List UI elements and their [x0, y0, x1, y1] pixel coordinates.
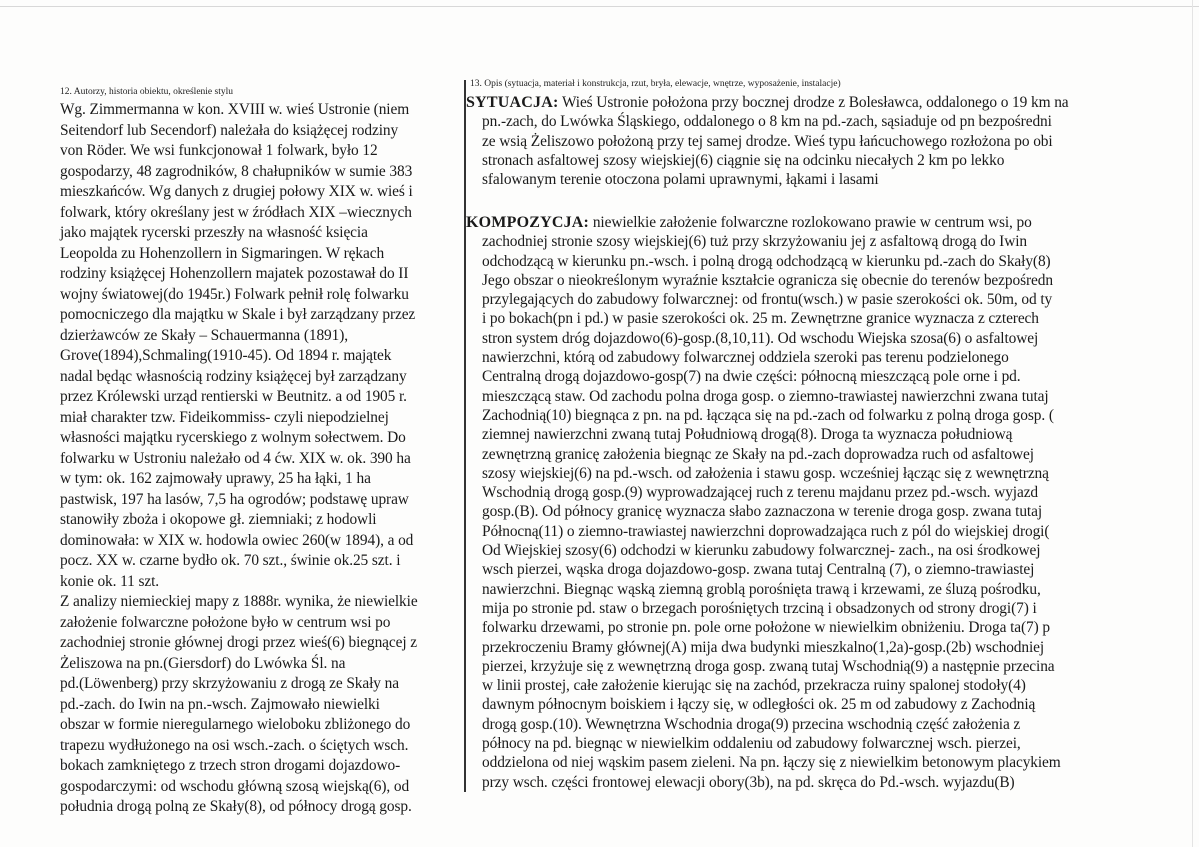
text-line: Centralną drogą dojazdowo-gosp(7) na dwie części: północną mieszczącą pole orne i pd. [482, 368, 1021, 386]
kompozycja-section [466, 213, 1199, 792]
text-line: przylegających do zabudowy folwarcznej: od frontu(wsch.) w pasie szerokości ok. 50m, od ty [482, 291, 1053, 309]
sytuacja-section [466, 93, 1199, 189]
text-line: Seitendorf lub Secendorf) należała do książęcej rodziny [60, 121, 399, 139]
text-line: mija po stronie pd. staw o brzegach porośniętych trzciną i obsadzonych od strony drogi(7) i [482, 599, 1037, 617]
text-line: Zachodnią(10) biegnąca z pn. na pd. łącząca się na pd.-zach od folwarku z polną droga gosp. ( [482, 406, 1054, 424]
text-line: folwarku w Ustroniu należało od 4 ćw. XIX w. ok. 390 ha [60, 449, 411, 467]
text-line: oddzielona od niej wąskim pasem zieleni. Na pn. łączy się z niewielkim betonowym placykiem [482, 754, 1061, 772]
text-line: Północną(11) o ziemno-trawiastej nawierzchni doprowadzająca ruch z pól do wiejskiej drogi( [482, 522, 1050, 540]
text-line: konie ok. 11 szt. [60, 572, 160, 590]
text-line: zachodniej stronie szosy wiejskiej(6) tuż przy skrzyżowaniu jej z asfaltową drogą do Iwin [482, 233, 1027, 251]
text-line: nadal będąc własnością rodziny książęcej był zarządzany [60, 367, 407, 385]
text-line: ziemnej nawierzchni zwaną tutaj Południową drogą(8). Droga ta wyznacza południową [482, 426, 1013, 444]
text-line: pocz. XX w. czarne bydło ok. 70 szt., świnie ok.25 szt. i [60, 552, 401, 569]
text-line: obszar w formie nieregularnego wieloboku zbliżonego do [60, 716, 411, 733]
text-line: dawnym północnym boiskiem i łączy się, w odległości ok. 25 m od zabudowy z Zachodnią [482, 696, 1036, 714]
kompozycja-first-text: niewielkie założenie folwarczne rozlokowano prawie w centrum wsi, po [589, 214, 1032, 231]
right-section-header: 13. Opis (sytuacja, materiał i konstrukcja, rzut, bryła, elewacje, wnętrze, wyposażenie, instalacje) [470, 79, 841, 89]
text-line: folwark, który określany jest w źródłach XIX –wiecznych [60, 203, 412, 221]
text-line: szosy wiejskiej(6) na pd.-wsch. od założenia i stawu gosp. wcześniej łącząc się z wewnętrzną [482, 464, 1049, 482]
sytuacja-label: SYTUACJA: [466, 94, 559, 111]
text-line: pn.-zach, do Lwówka Śląskiego, oddalonego o 8 km na pd.-zach, sąsiaduje od pn bezpośredni [482, 113, 1052, 131]
text-line: Wschodnią drogą gosp.(9) wyprowadzającej ruch z terenu majdanu przez pd.-wsch. wyjazd [482, 484, 1039, 502]
scan-edge-line [0, 6, 1199, 7]
text-line: Żeliszowa na pn.(Giersdorf) do Lwówka Śl. na [60, 654, 346, 672]
text-line: Grove(1894),Schmaling(1910-45). Od 1894 r. majątek [60, 347, 392, 364]
text-line: sfalowanym terenie otoczona polami uprawnymi, łąkami i lasami [482, 171, 879, 189]
text-line: Jego obszar o nieokreślonym wyraźnie kształcie ogranicza się obecnie do terenów bezpośredn [482, 271, 1053, 289]
text-line: i po bokach(pn i pd.) w pasie szerokości ok. 25 m. Zewnętrzne granice wyznacza z czterech [482, 310, 1039, 328]
text-line: pierzei, krzyżuje się z wewnętrzną droga gosp. zwaną tutaj Wschodnią(9) a następnie przecina [482, 657, 1055, 675]
text-line: gospodarzy, 48 zagrodników, 8 chałupników w sumie 383 [60, 162, 413, 180]
sytuacja-first-line [466, 93, 1199, 112]
text-line: przy wsch. części frontowej elewacji obory(3b), na pd. skręca do Pd.-wsch. wyjazdu(B) [482, 773, 1015, 791]
text-line: mieszkańców. Wg danych z drugiej połowy XIX w. wieś i [60, 183, 413, 200]
text-line: założenie folwarczne położone było w centrum wsi po [60, 613, 391, 631]
text-line: von Röder. We wsi funkcjonował 1 folwark, było 12 [60, 142, 378, 159]
text-line: własności majątku rycerskiego z wolnym sołectwem. Do [60, 429, 406, 446]
text-line: Wg. Zimmermanna w kon. XVIII w. wieś Ustronie (niem [60, 101, 410, 118]
text-line: dominowała: w XIX w. hodowla owiec 260(w 1894), a od [60, 531, 414, 549]
text-line: pomocniczego dla majątku w Skale i był zarządzany przez [60, 306, 416, 323]
text-line: stronach asfaltowej szosy wiejskiej(6) ciągnie się na odcinku niecałych 2 km po lekko [482, 151, 1005, 169]
text-line: zachodniej stronie głównej drogi przez wieś(6) biegnącej z [60, 634, 418, 651]
text-line: jako majątek rycerski przeszły na własność księcia [60, 224, 368, 241]
left-section-header: 12. Autorzy, historia obiektu, określenie stylu [60, 87, 233, 97]
text-line: zewnętrzną granicę założenia biegnąc ze Skały na pd.-zach doprowadza ruch od asfaltowej [482, 445, 1034, 463]
text-line: mieszczącą staw. Od zachodu polna droga gosp. o ziemno-trawiastej nawierzchni zwana tutaj [482, 387, 1049, 405]
text-line: pd.(Löwenberg) przy skrzyżowaniu z drogą ze Skały na [60, 675, 399, 692]
text-line: pd.-zach. do Iwin na pn.-wsch. Zajmowało niewielki [60, 695, 380, 713]
text-line: stron system dróg dojazdowo(6)-gosp.(8,10,11). Od wschodu Wiejska szosa(6) o asfaltowej [482, 329, 1039, 347]
text-line: drogą gosp.(10). Wewnętrzna Wschodnia droga(9) przecina wschodnią część założenia z [482, 715, 1021, 733]
text-line: nawierzchni. Biegnąc wąską ziemną groblą porośnięta trawą i krzewami, ze śluzą pośrodku, [482, 580, 1041, 598]
text-line: południa drogą polną ze Skały(8), od północy drogą gosp. [60, 798, 412, 815]
history-column [60, 100, 460, 818]
text-line: przez Królewski urząd rentierski w Beutnitz. a od 1905 r. [60, 388, 407, 405]
text-line: miał charakter tzw. Fideikommiss- czyli niepodzielnej [60, 408, 389, 426]
text-line: gosp.(B). Od północy granicę wyznacza słabo zaznaczona w terenie droga gosp. zwana tutaj [482, 503, 1042, 521]
text-line: Leopolda zu Hohenzollern in Sigmaringen. W rękach [60, 244, 385, 262]
text-line: ze wsią Żeliszowo położoną przy tej samej drodze. Wieś typu łańcuchowego rozłożona po obi [482, 132, 1053, 150]
text-line: północy na pd. biegnąc w niewielkim oddaleniu od zabudowy folwarcznej wsch. pierzei, [482, 735, 1021, 753]
kompozycja-first-line [466, 213, 1199, 232]
text-line: dzierżawców ze Skały – Schauermanna (1891), [60, 326, 349, 344]
text-line: gospodarczymi: od wschodu główną szosą wiejską(6), od [60, 777, 410, 795]
kompozycja-label: KOMPOZYCJA: [466, 214, 590, 231]
text-line: Od Wiejskiej szosy(6) odchodzi w kierunku zabudowy folwarcznej- zach., na osi środkowej [482, 542, 1041, 560]
text-line: w linii prostej, całe założenie kierując się na zachód, przekracza ruiny spalonej stodoły(4) [482, 677, 1026, 695]
text-line: wsch pierzei, wąska droga dojazdowo-gosp. zwana tutaj Centralną (7), o ziemno-trawiastej [482, 561, 1035, 579]
text-line: wojny światowej(do 1945r.) Folwark pełnił rolę folwarku [60, 285, 409, 303]
text-line: folwarku drzewami, po stronie pn. pole orne położone w niewielkim obniżeniu. Droga ta(7) p [482, 619, 1050, 637]
text-line: pastwisk, 197 ha lasów, 7,5 ha ogrodów; podstawę upraw [60, 490, 409, 508]
text-line: przekroczeniu Bramy głównej(A) mija dwa budynki mieszkalno(1,2a)-gosp.(2b) wschodniej [482, 638, 1045, 656]
sytuacja-body [466, 112, 1199, 189]
sytuacja-first-text: Wieś Ustronie położona przy bocznej drodze z Bolesławca, oddalonego o 19 km na [558, 94, 1069, 111]
text-line: Z analizy niemieckiej mapy z 1888r. wynika, że niewielkie [60, 593, 418, 610]
text-line: rodziny książęcej Hohenzollern majatek pozostawał do II [60, 265, 409, 282]
kompozycja-body [466, 232, 1199, 792]
text-line: nawierzchni, którą od zabudowy folwarcznej oddziela szeroki pas terenu podzielonego [482, 349, 1009, 367]
text-line: w tym: ok. 162 zajmowały uprawy, 25 ha łąki, 1 ha [60, 470, 371, 487]
text-line: bokach zamkniętego z trzech stron drogami dojazdowo- [60, 757, 401, 774]
text-line: trapezu wydłużonego na osi wsch.-zach. o ściętych wsch. [60, 736, 409, 754]
text-line: odchodzącą w kierunku pn.-wsch. i polną drogą odchodzącą w kierunku pd.-zach do Skały(8) [482, 252, 1051, 270]
text-line: stanowiły zboża i okopowe gł. ziemniaki; z hodowli [60, 511, 377, 528]
